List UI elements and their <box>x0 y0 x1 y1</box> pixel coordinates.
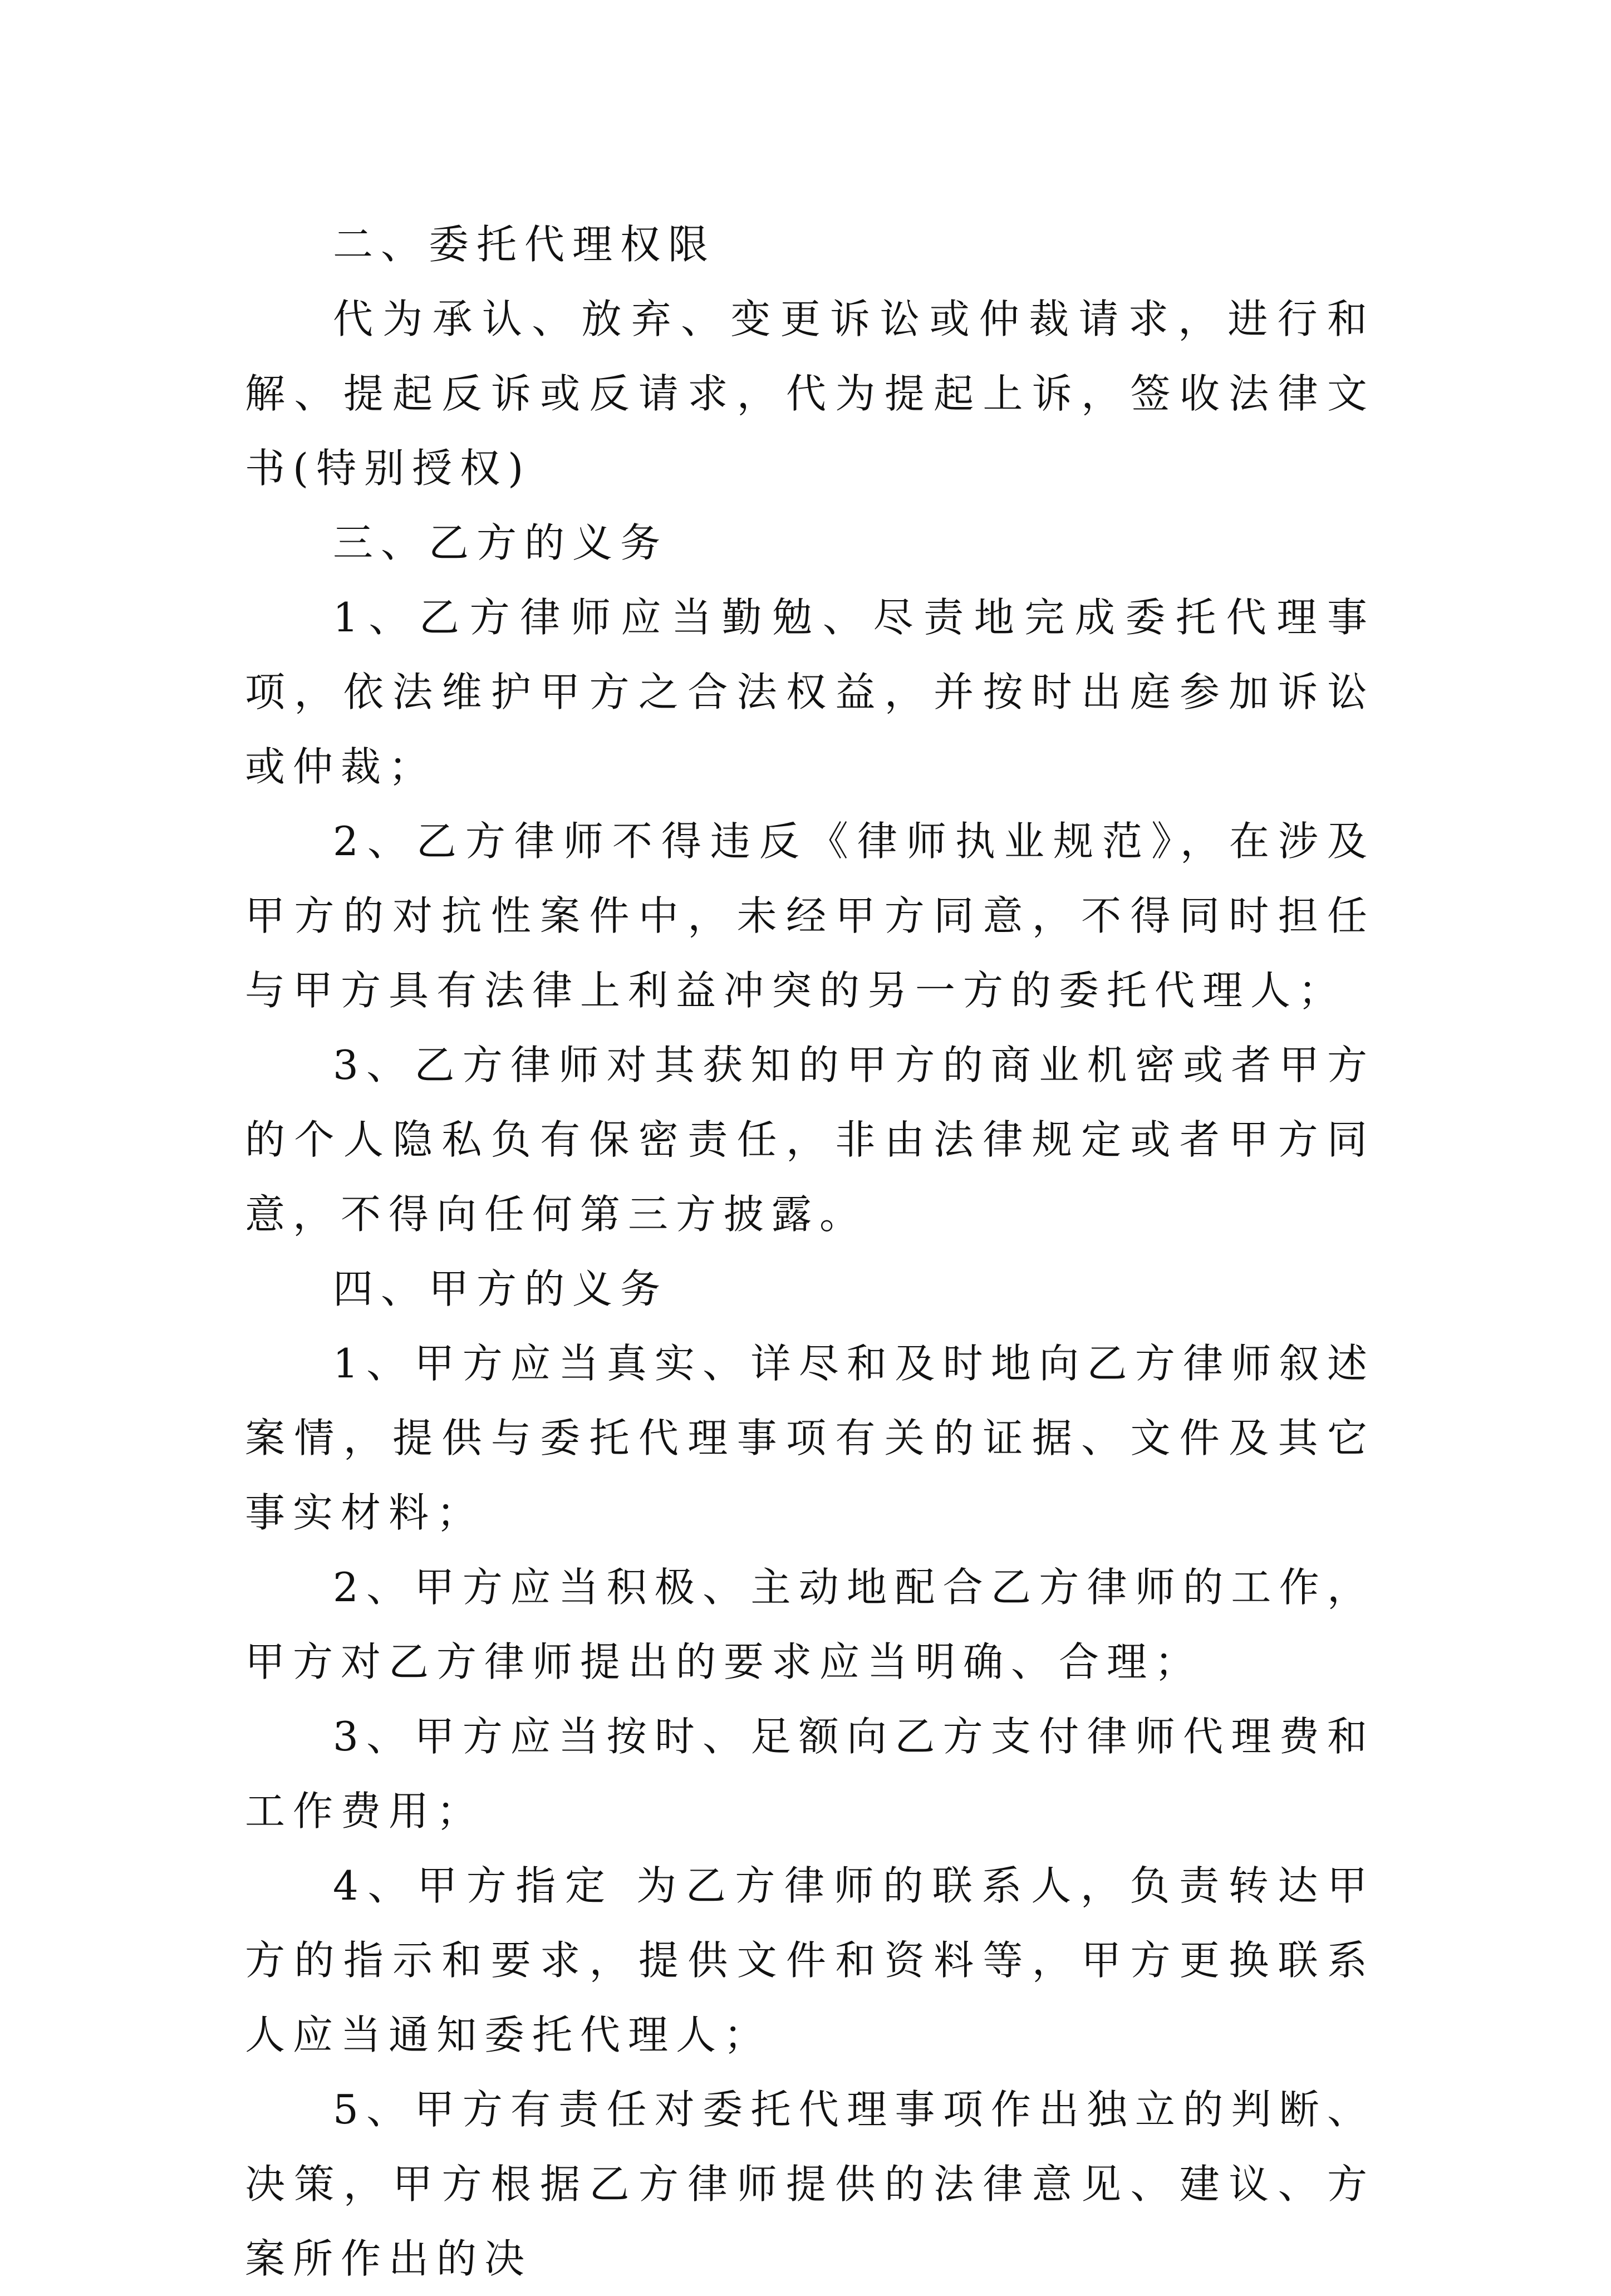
paragraph-party-a-item-4: 4、甲方指定 为乙方律师的联系人，负责转达甲方的指示和要求，提供文件和资料等，甲方更换联系人应当通知委托代理人； <box>245 1862 1375 2058</box>
paragraph-party-a-item-3: 3、甲方应当按时、足额向乙方支付律师代理费和工作费用； <box>245 1713 1375 1834</box>
document-body <box>245 207 1375 2296</box>
paragraph-authority-scope: 代为承认、放弃、变更诉讼或仲裁请求，进行和解、提起反诉或反请求，代为提起上诉，签收法律文书(特别授权) <box>245 296 1375 492</box>
paragraph-party-a-item-5: 5、甲方有责任对委托代理事项作出独立的判断、决策，甲方根据乙方律师提供的法律意见、建议、方案所作出的决 <box>245 2086 1375 2282</box>
paragraph-party-b-item-1: 1、乙方律师应当勤勉、尽责地完成委托代理事项，依法维护甲方之合法权益，并按时出庭参加诉讼或仲裁； <box>245 594 1375 790</box>
section-heading-party-a-obligations: 四、甲方的义务 <box>333 1265 669 1312</box>
paragraph-party-a-item-1: 1、甲方应当真实、详尽和及时地向乙方律师叙述案情，提供与委托代理事项有关的证据、文件及其它事实材料； <box>245 1340 1375 1536</box>
paragraph-party-b-item-2: 2、乙方律师不得违反《律师执业规范》，在涉及甲方的对抗性案件中，未经甲方同意，不得同时担任与甲方具有法律上利益冲突的另一方的委托代理人； <box>245 818 1375 1014</box>
section-heading-authority: 二、委托代理权限 <box>333 221 716 268</box>
paragraph-party-a-item-2: 2、甲方应当积极、主动地配合乙方律师的工作，甲方对乙方律师提出的要求应当明确、合理； <box>245 1564 1375 1685</box>
paragraph-party-b-item-3: 3、乙方律师对其获知的甲方的商业机密或者甲方的个人隐私负有保密责任，非由法律规定或者甲方同意，不得向任何第三方披露。 <box>245 1042 1375 1238</box>
section-heading-party-b-obligations: 三、乙方的义务 <box>333 519 669 566</box>
